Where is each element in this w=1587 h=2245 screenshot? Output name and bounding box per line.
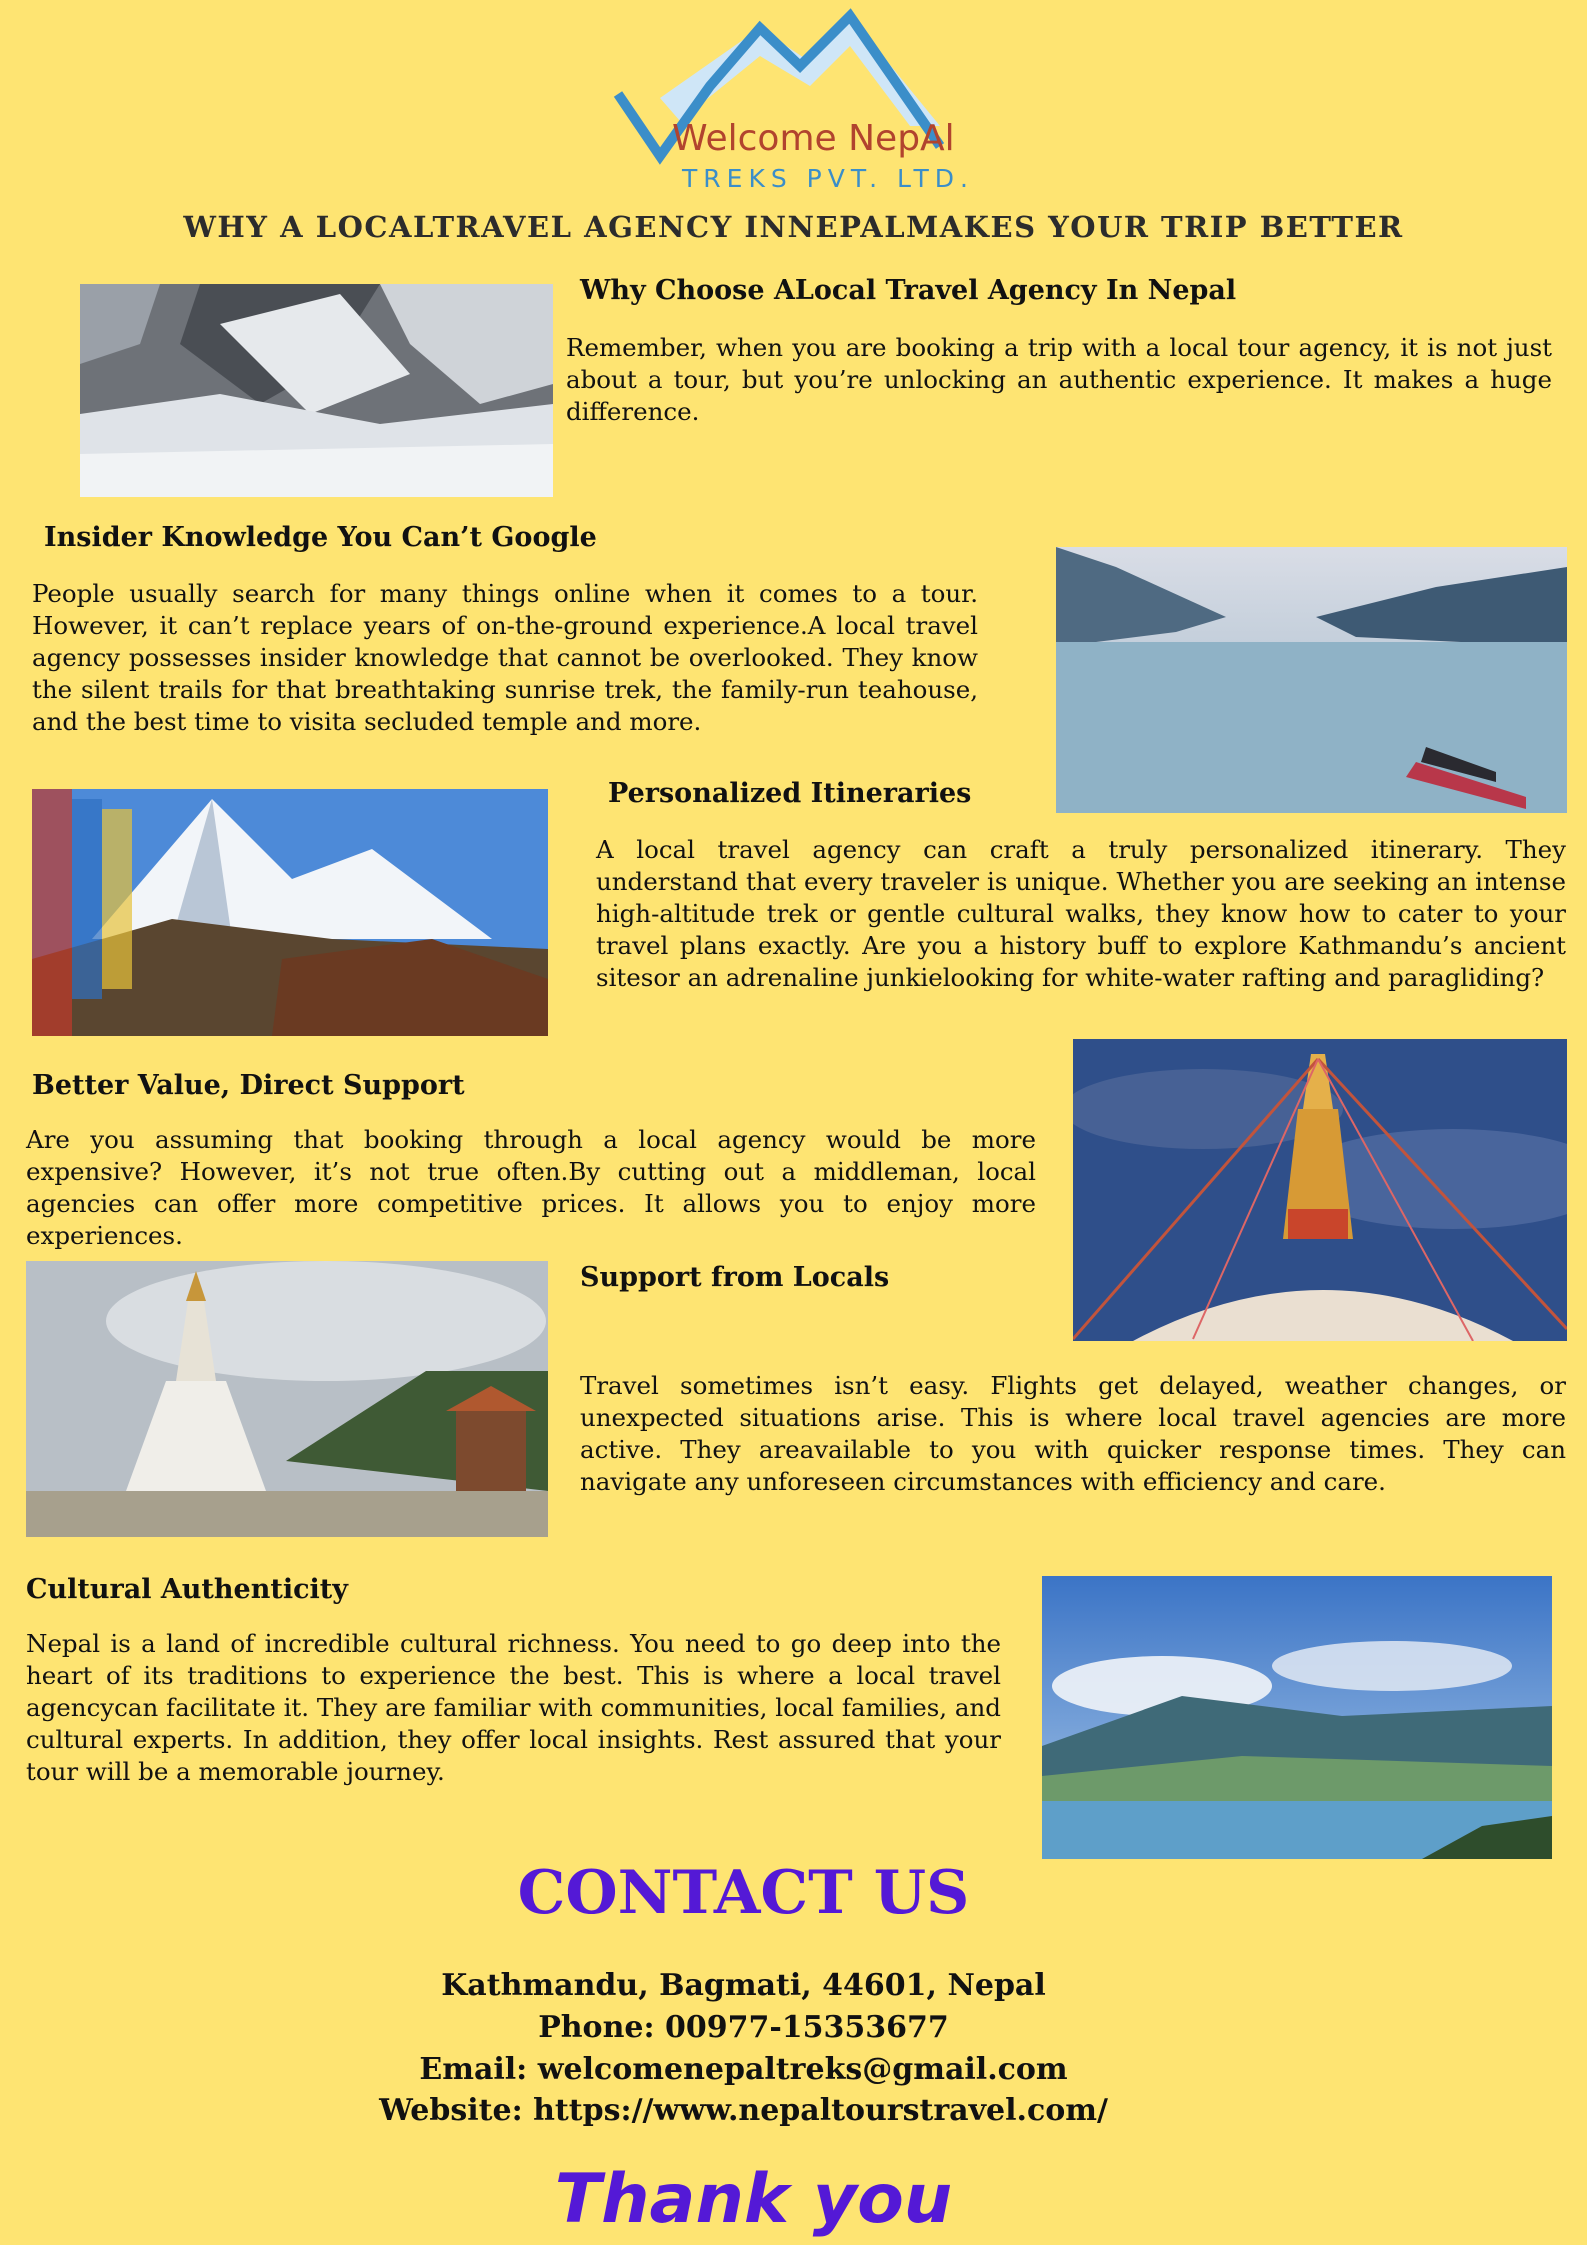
section-heading: Insider Knowledge You Can’t Google <box>44 522 597 553</box>
section-heading: Why Choose ALocal Travel Agency In Nepal <box>580 275 1237 306</box>
contact-email: Email: welcomenepaltreks@gmail.com <box>419 2052 1068 2087</box>
section-text: A local travel agency can craft a truly personalized itinerary. They understand that every traveler is unique. Whether you are seeking an intense high-altitude trek or gentle cultural walks, they know how to cater to your travel plans exactly. Are you a history buff to explore Kathmandu’s ancient sitesor an adrenaline junkielooking for white-water rafting and paragliding? <box>596 835 1566 992</box>
stupa-photo <box>1073 1039 1567 1341</box>
section-text: People usually search for many things online when it comes to a tour. However, it can’t replace years of on-the-ground experience.A local travel agency possesses insider knowledge that cannot be overlooked. They know the silent trails for that breathtaking sunrise trek, the family-run teahouse, and the best time to visita secluded temple and more. <box>32 579 978 736</box>
thank-you-text: Thank you <box>554 2160 953 2239</box>
page-title: WHY A LOCALTRAVEL AGENCY INNEPALMAKES YOUR TRIP BETTER <box>183 210 1404 244</box>
logo-name: Welcome NepAl <box>672 118 955 159</box>
section-heading: Support from Locals <box>580 1262 890 1293</box>
monastery-photo <box>26 1261 548 1537</box>
contact-address: Kathmandu, Bagmati, 44601, Nepal <box>441 1968 1046 2003</box>
company-logo <box>610 6 980 192</box>
section-text: Nepal is a land of incredible cultural richness. You need to go deep into the heart of its traditions to experience the best. This is where a local travel agencycan facilitate it. They are familiar with communities, local families, and cultural experts. In addition, they offer local insights. Rest assured that your tour will be a memorable journey. <box>26 1629 1001 1786</box>
logo-subtitle: TREKS PVT. LTD. <box>682 164 974 193</box>
section-heading: Cultural Authenticity <box>26 1574 348 1605</box>
section-heading: Personalized Itineraries <box>608 778 972 809</box>
lake-boat-photo <box>1056 547 1567 813</box>
section-text: Travel sometimes isn’t easy. Flights get delayed, weather changes, or unexpected situations arise. This is where local travel agencies are more active. They areavailable to you with quicker response times. They can navigate any unforeseen circumstances with efficiency and care. <box>580 1371 1566 1496</box>
snowy-mountain-photo <box>80 284 553 497</box>
contact-phone: Phone: 00977-15353677 <box>538 2010 949 2045</box>
valley-lake-photo <box>1042 1576 1552 1859</box>
section-text: Are you assuming that booking through a local agency would be more expensive? However, it’s not true often.By cutting out a middleman, local agencies can offer more competitive prices. It allows you to enjoy more experiences. <box>26 1125 1036 1250</box>
contact-website: Website: https://www.nepaltourstravel.com/ <box>379 2093 1108 2128</box>
section-text: Remember, when you are booking a trip with a local tour agency, it is not just about a tour, but you’re unlocking an authentic experience. It makes a huge difference. <box>566 333 1552 426</box>
contact-heading: CONTACT US <box>517 1858 970 1928</box>
prayer-flags-mountain-photo <box>32 789 548 1036</box>
section-heading: Better Value, Direct Support <box>32 1070 465 1101</box>
